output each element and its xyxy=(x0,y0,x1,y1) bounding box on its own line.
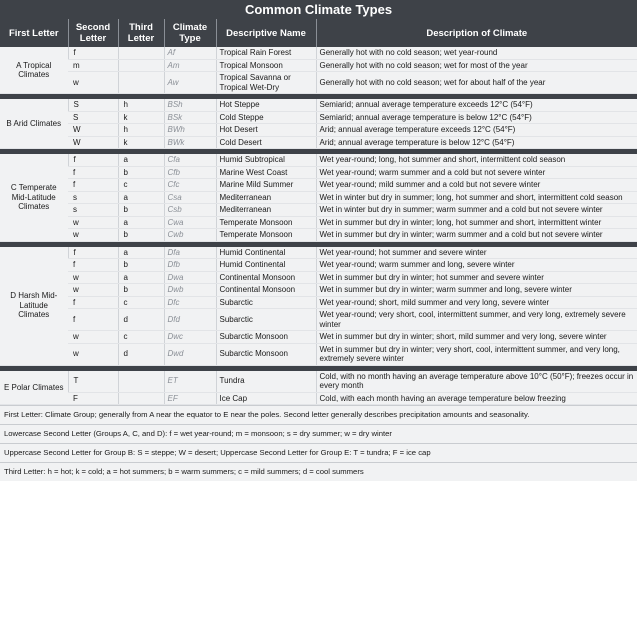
description-cell: Arid; annual average temperature exceeds 12°C (54°F) xyxy=(316,124,637,137)
third-letter-cell: k xyxy=(118,136,164,149)
descriptive-name-cell: Subarctic xyxy=(216,309,316,331)
third-letter-cell: a xyxy=(118,247,164,259)
climate-type-cell: Cfb xyxy=(164,166,216,179)
descriptive-name-cell: Tundra xyxy=(216,371,316,393)
description-cell: Wet in summer but dry in winter; very short, cool, intermittent summer, and very long, extremely severe winter xyxy=(316,343,637,365)
note-line: Third Letter: h = hot; k = cold; a = hot summers; b = warm summers; c = mild summers; d = cool summers xyxy=(0,462,637,481)
descriptive-name-cell: Humid Continental xyxy=(216,259,316,272)
table-row xyxy=(0,124,637,137)
table-row xyxy=(0,284,637,297)
third-letter-cell xyxy=(118,371,164,393)
descriptive-name-cell: Temperate Monsoon xyxy=(216,216,316,229)
climate-type-cell: Cwb xyxy=(164,229,216,242)
description-cell: Wet in winter but dry in summer; long, hot summer and short, intermittent cold season xyxy=(316,191,637,204)
description-cell: Wet year-round; long, hot summer and short, intermittent cold season xyxy=(316,154,637,166)
third-letter-cell xyxy=(118,59,164,72)
climate-type-cell: Am xyxy=(164,59,216,72)
description-cell: Wet in summer but dry in winter; hot summer and severe winter xyxy=(316,271,637,284)
third-letter-cell: h xyxy=(118,99,164,111)
climate-group-label: D Harsh Mid-Latitude Climates xyxy=(0,247,68,366)
second-letter-cell: F xyxy=(68,392,118,405)
table-row xyxy=(0,166,637,179)
third-letter-cell: d xyxy=(118,343,164,365)
climate-type-cell: Dwc xyxy=(164,331,216,344)
climate-group-label: C Temperate Mid-Latitude Climates xyxy=(0,154,68,241)
description-cell: Semiarid; annual average temperature is below 12°C (54°F) xyxy=(316,111,637,124)
climate-type-cell: Cfc xyxy=(164,179,216,192)
second-letter-cell: w xyxy=(68,216,118,229)
descriptive-name-cell: Temperate Monsoon xyxy=(216,229,316,242)
climate-type-cell: Dwd xyxy=(164,343,216,365)
descriptive-name-cell: Ice Cap xyxy=(216,392,316,405)
third-letter-cell: a xyxy=(118,154,164,166)
table-row xyxy=(0,259,637,272)
description-cell: Wet in summer but dry in winter; long, hot summer and short, intermittent winter xyxy=(316,216,637,229)
description-cell: Wet in summer but dry in winter; warm summer and long, severe winter xyxy=(316,284,637,297)
description-cell: Wet year-round; mild summer and a cold but not severe winter xyxy=(316,179,637,192)
climate-type-cell: Csa xyxy=(164,191,216,204)
table-row xyxy=(0,392,637,405)
third-letter-cell: c xyxy=(118,179,164,192)
descriptive-name-cell: Subarctic Monsoon xyxy=(216,331,316,344)
description-cell: Wet year-round; very short, cool, intermittent summer, and very long, extremely severe winter xyxy=(316,309,637,331)
header-row xyxy=(0,19,637,47)
table-row xyxy=(0,136,637,149)
second-letter-cell: f xyxy=(68,47,118,59)
descriptive-name-cell: Subarctic Monsoon xyxy=(216,343,316,365)
climate-type-cell: Dfc xyxy=(164,296,216,309)
description-cell: Generally hot with no cold season; wet year-round xyxy=(316,47,637,59)
second-letter-cell: T xyxy=(68,371,118,393)
descriptive-name-cell: Tropical Rain Forest xyxy=(216,47,316,59)
description-cell: Wet year-round; warm summer and long, severe winter xyxy=(316,259,637,272)
climate-type-cell: EF xyxy=(164,392,216,405)
climate-type-cell: Dfa xyxy=(164,247,216,259)
table-row xyxy=(0,309,637,331)
table-row xyxy=(0,47,637,59)
third-letter-cell: d xyxy=(118,309,164,331)
climate-table xyxy=(0,19,637,405)
second-letter-cell: w xyxy=(68,343,118,365)
second-letter-cell: f xyxy=(68,154,118,166)
second-letter-cell: f xyxy=(68,166,118,179)
climate-type-cell: Dfd xyxy=(164,309,216,331)
table-row xyxy=(0,331,637,344)
second-letter-cell: w xyxy=(68,72,118,94)
table-row xyxy=(0,204,637,217)
table-row xyxy=(0,216,637,229)
descriptive-name-cell: Subarctic xyxy=(216,296,316,309)
descriptive-name-cell: Hot Steppe xyxy=(216,99,316,111)
third-letter-cell: b xyxy=(118,166,164,179)
note-line: Lowercase Second Letter (Groups A, C, and D): f = wet year-round; m = monsoon; s = dry summer; w = dry winter xyxy=(0,424,637,443)
table-row xyxy=(0,296,637,309)
description-cell: Generally hot with no cold season; wet for about half of the year xyxy=(316,72,637,94)
second-letter-cell: S xyxy=(68,111,118,124)
descriptive-name-cell: Hot Desert xyxy=(216,124,316,137)
table-row xyxy=(0,229,637,242)
third-letter-cell: b xyxy=(118,259,164,272)
second-letter-cell: w xyxy=(68,271,118,284)
description-cell: Semiarid; annual average temperature exceeds 12°C (54°F) xyxy=(316,99,637,111)
second-letter-cell: f xyxy=(68,309,118,331)
climate-type-cell: Dwb xyxy=(164,284,216,297)
header-second-letter: Second Letter xyxy=(68,19,118,47)
notes-section xyxy=(0,405,637,481)
table-body xyxy=(0,47,637,405)
header-third-letter: Third Letter xyxy=(118,19,164,47)
climate-type-cell: Dwa xyxy=(164,271,216,284)
second-letter-cell: m xyxy=(68,59,118,72)
climate-group-label: B Arid Climates xyxy=(0,99,68,149)
header-descriptive-name: Descriptive Name xyxy=(216,19,316,47)
header-climate-type: Climate Type xyxy=(164,19,216,47)
descriptive-name-cell: Continental Monsoon xyxy=(216,271,316,284)
third-letter-cell: b xyxy=(118,204,164,217)
third-letter-cell: c xyxy=(118,331,164,344)
second-letter-cell: W xyxy=(68,136,118,149)
third-letter-cell: h xyxy=(118,124,164,137)
table-row xyxy=(0,179,637,192)
climate-group-label: E Polar Climates xyxy=(0,371,68,405)
note-line: Uppercase Second Letter for Group B: S = steppe; W = desert; Uppercase Second Letter for Group E: T = tundra; F = ice cap xyxy=(0,443,637,462)
description-cell: Wet in summer but dry in winter; short, mild summer and very long, severe winter xyxy=(316,331,637,344)
descriptive-name-cell: Continental Monsoon xyxy=(216,284,316,297)
second-letter-cell: s xyxy=(68,191,118,204)
climate-type-cell: BSk xyxy=(164,111,216,124)
climate-type-cell: Dfb xyxy=(164,259,216,272)
climate-type-cell: Af xyxy=(164,47,216,59)
third-letter-cell: a xyxy=(118,271,164,284)
second-letter-cell: w xyxy=(68,229,118,242)
second-letter-cell: w xyxy=(68,331,118,344)
description-cell: Wet year-round; hot summer and severe winter xyxy=(316,247,637,259)
third-letter-cell: a xyxy=(118,216,164,229)
header-first-letter: First Letter xyxy=(0,19,68,47)
descriptive-name-cell: Tropical Savanna or Tropical Wet-Dry xyxy=(216,72,316,94)
climate-type-cell: BSh xyxy=(164,99,216,111)
table-row xyxy=(0,154,637,166)
descriptive-name-cell: Mediterranean xyxy=(216,191,316,204)
third-letter-cell: c xyxy=(118,296,164,309)
second-letter-cell: f xyxy=(68,296,118,309)
third-letter-cell: k xyxy=(118,111,164,124)
third-letter-cell: b xyxy=(118,284,164,297)
climate-type-cell: Cwa xyxy=(164,216,216,229)
description-cell: Cold, with no month having an average temperature above 10°C (50°F); freezes occur in every month xyxy=(316,371,637,393)
table-row xyxy=(0,59,637,72)
descriptive-name-cell: Mediterranean xyxy=(216,204,316,217)
description-cell: Wet year-round; short, mild summer and very long, severe winter xyxy=(316,296,637,309)
descriptive-name-cell: Marine West Coast xyxy=(216,166,316,179)
table-row xyxy=(0,191,637,204)
table-row xyxy=(0,371,637,393)
descriptive-name-cell: Humid Continental xyxy=(216,247,316,259)
table-row xyxy=(0,111,637,124)
description-cell: Generally hot with no cold season; wet for most of the year xyxy=(316,59,637,72)
climate-type-cell: BWk xyxy=(164,136,216,149)
third-letter-cell xyxy=(118,392,164,405)
descriptive-name-cell: Tropical Monsoon xyxy=(216,59,316,72)
descriptive-name-cell: Cold Desert xyxy=(216,136,316,149)
descriptive-name-cell: Marine Mild Summer xyxy=(216,179,316,192)
second-letter-cell: f xyxy=(68,247,118,259)
second-letter-cell: f xyxy=(68,179,118,192)
table-row xyxy=(0,99,637,111)
description-cell: Cold, with each month having an average temperature below freezing xyxy=(316,392,637,405)
climate-type-cell: Csb xyxy=(164,204,216,217)
descriptive-name-cell: Cold Steppe xyxy=(216,111,316,124)
table-row xyxy=(0,343,637,365)
descriptive-name-cell: Humid Subtropical xyxy=(216,154,316,166)
table-row xyxy=(0,271,637,284)
climate-type-cell: Cfa xyxy=(164,154,216,166)
climate-type-cell: Aw xyxy=(164,72,216,94)
third-letter-cell xyxy=(118,47,164,59)
third-letter-cell: a xyxy=(118,191,164,204)
climate-group-label: A Tropical Climates xyxy=(0,47,68,94)
table-row xyxy=(0,72,637,94)
second-letter-cell: W xyxy=(68,124,118,137)
third-letter-cell: b xyxy=(118,229,164,242)
note-line: First Letter: Climate Group; generally from A near the equator to E near the poles. Second letter generally describes precipitation amounts and seasonality. xyxy=(0,405,637,424)
description-cell: Wet in summer but dry in winter; warm summer and a cold but not severe winter xyxy=(316,229,637,242)
second-letter-cell: s xyxy=(68,204,118,217)
second-letter-cell: w xyxy=(68,284,118,297)
second-letter-cell: S xyxy=(68,99,118,111)
climate-type-cell: ET xyxy=(164,371,216,393)
description-cell: Wet year-round; warm summer and a cold but not severe winter xyxy=(316,166,637,179)
description-cell: Wet in winter but dry in summer; warm summer and a cold but not severe winter xyxy=(316,204,637,217)
header-description: Description of Climate xyxy=(316,19,637,47)
third-letter-cell xyxy=(118,72,164,94)
second-letter-cell: f xyxy=(68,259,118,272)
table-row xyxy=(0,247,637,259)
description-cell: Arid; annual average temperature is below 12°C (54°F) xyxy=(316,136,637,149)
table-title: Common Climate Types xyxy=(0,0,637,19)
climate-type-cell: BWh xyxy=(164,124,216,137)
